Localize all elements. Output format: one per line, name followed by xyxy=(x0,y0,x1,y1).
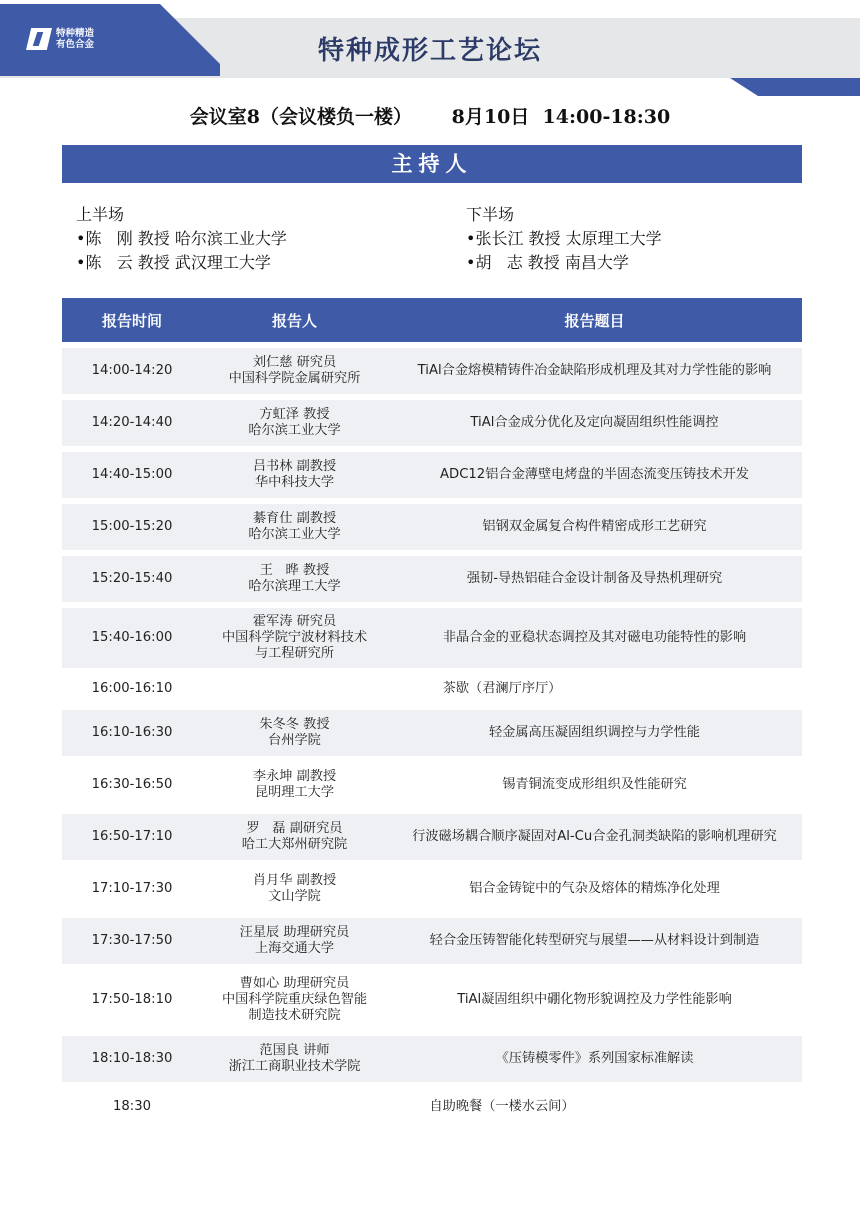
row-time: 16:00-16:10 xyxy=(91,681,173,696)
host-entry: •张长江 教授 太原理工大学 xyxy=(466,229,662,248)
host-entry: •陈 云 教授 武汉理工大学 xyxy=(76,253,271,272)
row-time: 18:10-18:30 xyxy=(91,1051,173,1066)
table-row xyxy=(62,348,802,394)
second-half-hosts xyxy=(466,203,662,275)
table-row xyxy=(62,608,802,668)
row-time: 14:20-14:40 xyxy=(91,415,173,430)
row-speaker xyxy=(202,511,387,543)
row-time: 15:40-16:00 xyxy=(91,630,173,645)
row-speaker xyxy=(202,821,387,853)
row-time: 16:30-16:50 xyxy=(91,777,173,792)
header-speaker: 报告人 xyxy=(271,311,317,330)
row-time: 15:20-15:40 xyxy=(91,571,173,586)
row-topic: 非晶合金的亚稳状态调控及其对磁电功能特性的影响 xyxy=(442,630,747,645)
table-body xyxy=(62,348,802,1126)
table-row xyxy=(62,710,802,756)
speaker-line: 罗 磊 副研究员 xyxy=(246,821,343,836)
first-half-label: 上半场 xyxy=(76,205,125,224)
speaker-line: 浙江工商职业技术学院 xyxy=(228,1059,361,1074)
row-topic: 铝钢双金属复合构件精密成形工艺研究 xyxy=(482,519,707,534)
speaker-line: 李永坤 副教授 xyxy=(252,769,337,784)
speaker-line: 中国科学院金属研究所 xyxy=(228,371,361,386)
speaker-line: 汪星辰 助理研究员 xyxy=(239,925,350,940)
table-row xyxy=(62,452,802,498)
host-entry: •胡 志 教授 南昌大学 xyxy=(466,253,629,272)
row-topic: 行波磁场耦合顺序凝固对Al-Cu合金孔洞类缺陷的影响机理研究 xyxy=(412,829,777,844)
row-speaker xyxy=(202,925,387,957)
schedule-table xyxy=(62,298,802,1126)
row-time: 14:00-14:20 xyxy=(91,363,173,378)
first-half-hosts xyxy=(76,203,287,275)
row-topic: 锡青铜流变成形组织及性能研究 xyxy=(502,777,687,792)
speaker-line: 刘仁慈 研究员 xyxy=(252,355,337,370)
row-topic: 强韧-导热铝硅合金设计制备及导热机理研究 xyxy=(466,571,723,586)
speaker-line: 昆明理工大学 xyxy=(254,785,335,800)
row-time: 17:50-18:10 xyxy=(91,992,173,1007)
table-row xyxy=(62,556,802,602)
row-speaker xyxy=(202,717,387,749)
row-time: 16:50-17:10 xyxy=(91,829,173,844)
row-time: 15:00-15:20 xyxy=(91,519,173,534)
speaker-line: 制造技术研究院 xyxy=(248,1008,341,1023)
row-note: 茶歇（君澜厅序厅） xyxy=(442,681,562,696)
row-time: 17:10-17:30 xyxy=(91,881,173,896)
speaker-line: 綦育仕 副教授 xyxy=(252,511,337,526)
table-row xyxy=(62,674,802,704)
table-row xyxy=(62,866,802,912)
row-topic: 轻合金压铸智能化转型研究与展望——从材料设计到制造 xyxy=(429,933,760,948)
speaker-line: 肖月华 副教授 xyxy=(252,873,337,888)
row-speaker xyxy=(202,769,387,801)
header-topic: 报告题目 xyxy=(564,311,625,330)
table-row xyxy=(62,1088,802,1126)
page-title: 特种成形工艺论坛 xyxy=(317,36,542,66)
row-speaker xyxy=(202,614,387,662)
speaker-line: 朱冬冬 教授 xyxy=(259,717,330,732)
row-topic: TiAl合金成分优化及定向凝固组织性能调控 xyxy=(470,415,719,430)
speaker-line: 上海交通大学 xyxy=(254,941,335,956)
row-time: 18:30 xyxy=(112,1099,151,1114)
speaker-line: 曹如心 助理研究员 xyxy=(239,976,350,991)
speaker-line: 范国良 讲师 xyxy=(259,1043,330,1058)
speaker-line: 哈工大郑州研究院 xyxy=(241,837,348,852)
table-row xyxy=(62,814,802,860)
row-speaker xyxy=(202,976,387,1024)
row-speaker xyxy=(202,873,387,905)
row-topic: 铝合金铸锭中的气杂及熔体的精炼净化处理 xyxy=(469,881,720,896)
speaker-line: 哈尔滨工业大学 xyxy=(248,423,341,438)
table-row xyxy=(62,1036,802,1082)
row-speaker xyxy=(202,459,387,491)
table-row xyxy=(62,504,802,550)
row-topic: 轻金属高压凝固组织调控与力学性能 xyxy=(489,725,700,740)
row-time: 14:40-15:00 xyxy=(91,467,173,482)
row-time: 16:10-16:30 xyxy=(91,725,173,740)
speaker-line: 方虹泽 教授 xyxy=(259,407,330,422)
speaker-line: 哈尔滨工业大学 xyxy=(248,527,341,542)
venue-datetime: 会议室8（会议楼负一楼） 8月10日 14:00-18:30 xyxy=(189,106,671,128)
second-half-label: 下半场 xyxy=(466,205,515,224)
table-row xyxy=(62,762,802,808)
row-topic: 《压铸模零件》系列国家标准解读 xyxy=(495,1051,694,1066)
speaker-line: 中国科学院宁波材料技术 xyxy=(221,630,368,645)
table-row xyxy=(62,970,802,1030)
row-speaker xyxy=(202,1043,387,1075)
speaker-line: 哈尔滨理工大学 xyxy=(248,579,341,594)
host-entry: •陈 刚 教授 哈尔滨工业大学 xyxy=(76,229,287,248)
table-row xyxy=(62,400,802,446)
row-speaker xyxy=(202,355,387,387)
row-topic: TiAl合金熔模精铸件冶金缺陷形成机理及其对力学性能的影响 xyxy=(417,363,772,378)
speaker-line: 与工程研究所 xyxy=(254,646,335,661)
speaker-line: 王 晔 教授 xyxy=(259,563,330,578)
logo-text-line2: 有色合金 xyxy=(56,39,95,50)
row-speaker xyxy=(202,407,387,439)
header-time: 报告时间 xyxy=(101,311,162,330)
speaker-line: 吕书林 副教授 xyxy=(252,459,337,474)
hosts-section-title: 主持人 xyxy=(62,145,802,183)
speaker-line: 华中科技大学 xyxy=(254,475,335,490)
row-topic: TiAl凝固组织中硼化物形貌调控及力学性能影响 xyxy=(457,992,732,1007)
row-note: 自助晚餐（一楼水云间） xyxy=(429,1099,575,1114)
row-time: 17:30-17:50 xyxy=(91,933,173,948)
logo-text-line1: 特种精造 xyxy=(56,28,95,39)
table-header xyxy=(62,298,802,342)
speaker-line: 霍军涛 研究员 xyxy=(252,614,337,629)
speaker-line: 台州学院 xyxy=(268,733,321,748)
speaker-line: 文山学院 xyxy=(268,889,321,904)
table-row xyxy=(62,918,802,964)
row-speaker xyxy=(202,563,387,595)
speaker-line: 中国科学院重庆绿色智能 xyxy=(221,992,368,1007)
row-topic: ADC12铝合金薄壁电烤盘的半固态流变压铸技术开发 xyxy=(440,467,749,482)
